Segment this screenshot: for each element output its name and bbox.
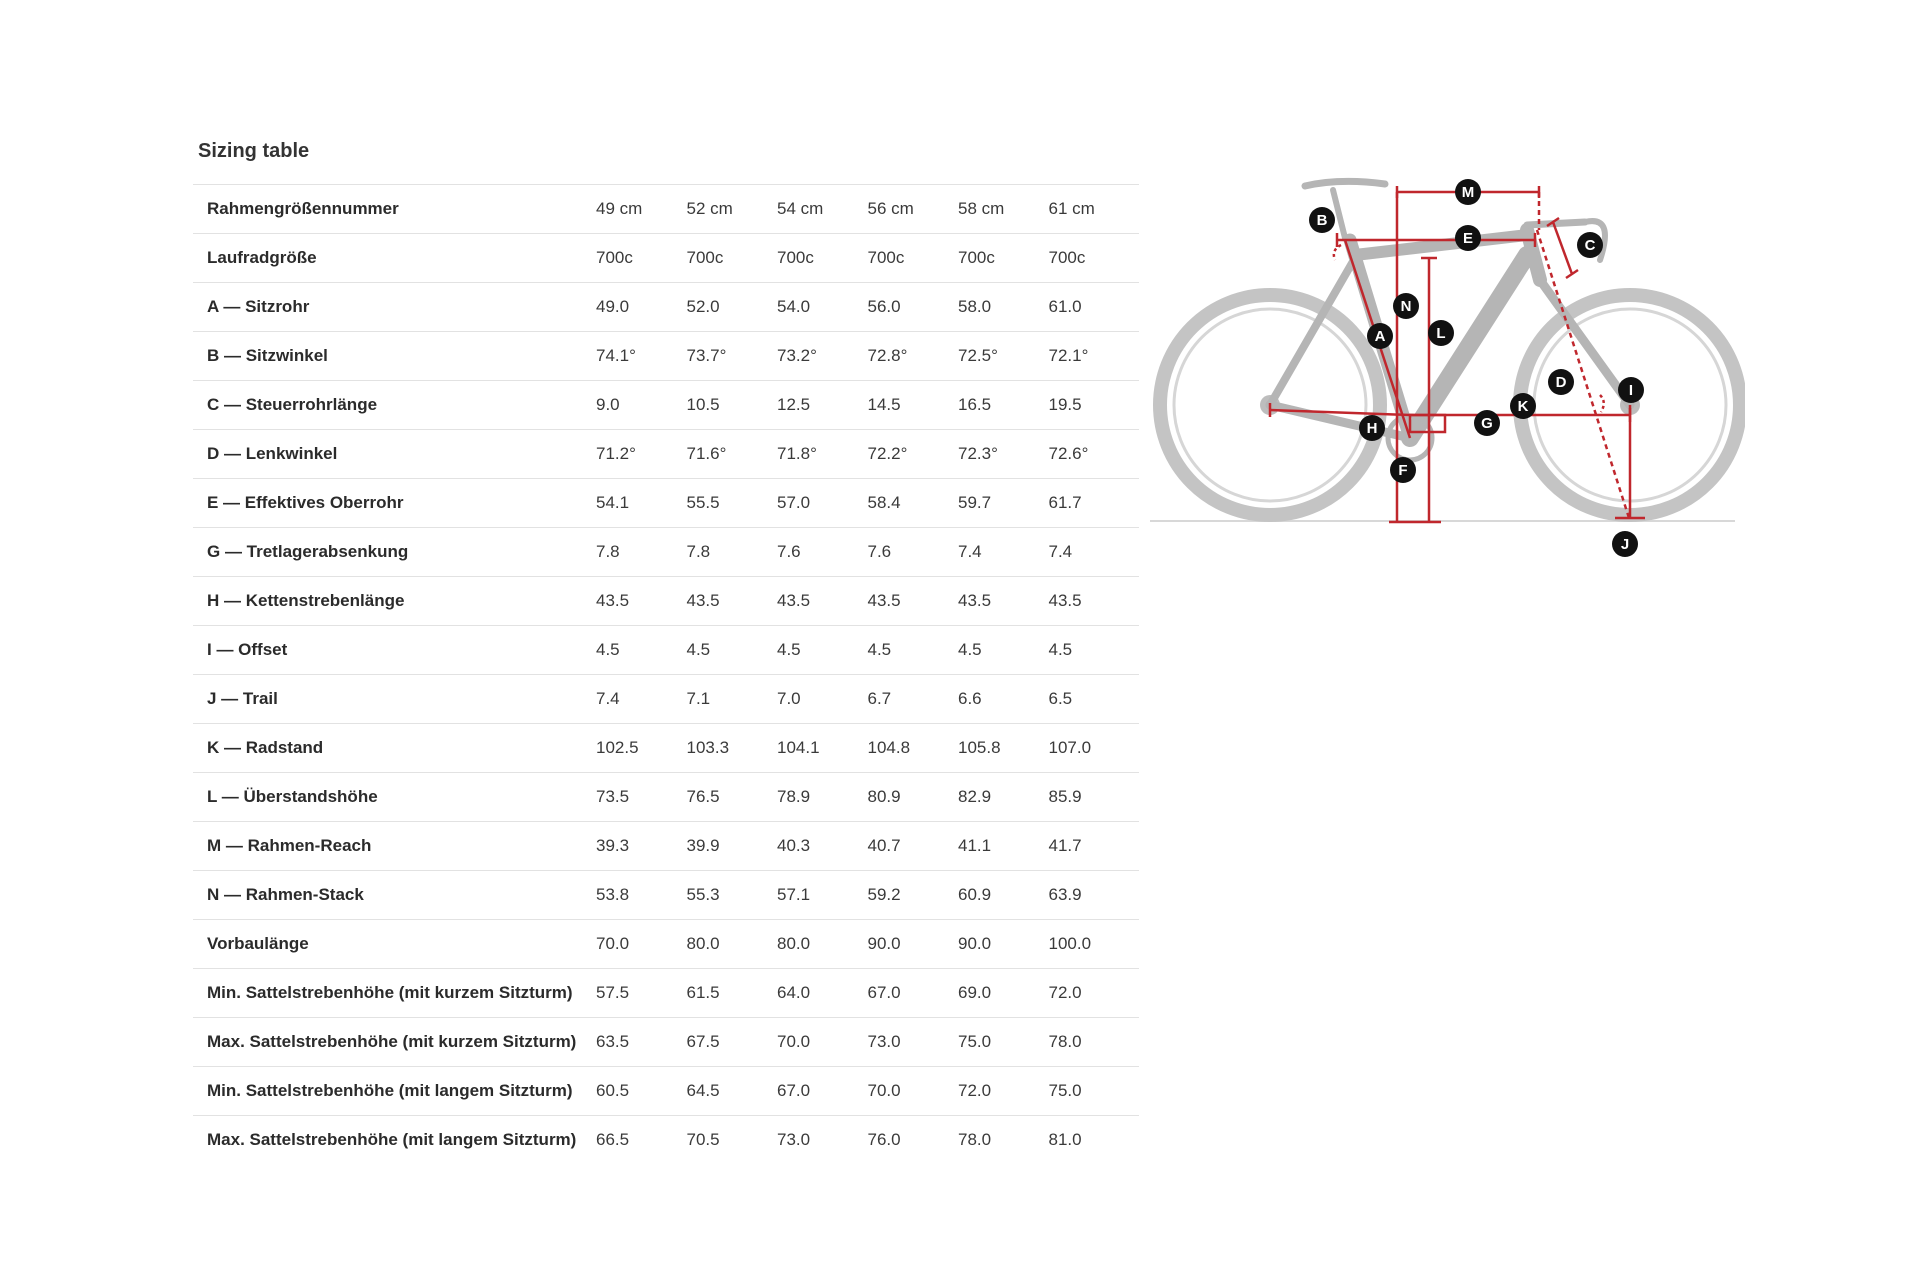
table-cell: 103.3 bbox=[686, 738, 730, 757]
table-cell: 43.5 bbox=[958, 591, 992, 610]
table-cell: 700c bbox=[686, 248, 724, 267]
table-row bbox=[193, 479, 1139, 528]
marker-e bbox=[1455, 225, 1481, 251]
table-cell: 72.1° bbox=[1048, 346, 1089, 365]
table-cell: 14.5 bbox=[867, 395, 901, 414]
table-cell: 60.9 bbox=[958, 885, 992, 904]
table-cell: 7.4 bbox=[596, 689, 620, 708]
row-label: L — Überstandshöhe bbox=[207, 787, 378, 806]
table-cell: 72.3° bbox=[958, 444, 998, 463]
table-header-row bbox=[193, 185, 1139, 234]
table-cell: 71.8° bbox=[777, 444, 817, 463]
table-cell: 90.0 bbox=[867, 934, 901, 953]
size-header: 52 cm bbox=[686, 199, 733, 218]
row-label: D — Lenkwinkel bbox=[207, 444, 338, 463]
table-cell: 64.5 bbox=[686, 1081, 720, 1100]
bike-geometry-diagram bbox=[1145, 170, 1745, 570]
size-header: 54 cm bbox=[777, 199, 824, 218]
table-cell: 80.9 bbox=[867, 787, 901, 806]
row-label: B — Sitzwinkel bbox=[207, 346, 328, 365]
table-cell: 7.0 bbox=[777, 689, 801, 708]
table-cell: 63.5 bbox=[596, 1032, 630, 1051]
table-cell: 61.5 bbox=[686, 983, 720, 1002]
row-label: J — Trail bbox=[207, 689, 278, 708]
sizing-table bbox=[193, 184, 1139, 1165]
table-cell: 40.3 bbox=[777, 836, 811, 855]
marker-i bbox=[1618, 377, 1644, 403]
marker-k bbox=[1510, 393, 1536, 419]
table-cell: 60.5 bbox=[596, 1081, 630, 1100]
table-cell: 70.0 bbox=[777, 1032, 811, 1051]
table-cell: 4.5 bbox=[958, 640, 982, 659]
svg-text:G: G bbox=[1481, 415, 1493, 432]
marker-m bbox=[1455, 179, 1481, 205]
table-cell: 7.8 bbox=[596, 542, 620, 561]
table-cell: 72.6° bbox=[1048, 444, 1089, 463]
table-cell: 4.5 bbox=[777, 640, 801, 659]
table-cell: 43.5 bbox=[777, 591, 811, 610]
table-row bbox=[193, 773, 1139, 822]
table-cell: 57.5 bbox=[596, 983, 630, 1002]
table-cell: 59.7 bbox=[958, 493, 992, 512]
svg-text:B: B bbox=[1316, 212, 1328, 229]
table-cell: 82.9 bbox=[958, 787, 992, 806]
table-cell: 64.0 bbox=[777, 983, 811, 1002]
svg-text:D: D bbox=[1555, 374, 1567, 391]
table-cell: 107.0 bbox=[1048, 738, 1092, 757]
svg-text:K: K bbox=[1517, 398, 1529, 415]
table-cell: 70.0 bbox=[867, 1081, 901, 1100]
row-label: M — Rahmen-Reach bbox=[207, 836, 372, 855]
table-cell: 80.0 bbox=[686, 934, 720, 953]
table-cell: 55.5 bbox=[686, 493, 720, 512]
table-cell: 19.5 bbox=[1048, 395, 1082, 414]
table-cell: 57.1 bbox=[777, 885, 811, 904]
row-label: Min. Sattelstrebenhöhe (mit langem Sitzturm) bbox=[207, 1081, 573, 1100]
row-label: G — Tretlagerabsenkung bbox=[207, 542, 409, 561]
table-cell: 75.0 bbox=[958, 1032, 992, 1051]
table-row bbox=[193, 577, 1139, 626]
table-cell: 700c bbox=[958, 248, 995, 267]
table-cell: 700c bbox=[777, 248, 814, 267]
table-cell: 53.8 bbox=[596, 885, 630, 904]
table-cell: 59.2 bbox=[867, 885, 901, 904]
table-cell: 6.7 bbox=[867, 689, 892, 708]
table-cell: 54.0 bbox=[777, 297, 811, 316]
table-cell: 4.5 bbox=[596, 640, 620, 659]
table-cell: 39.3 bbox=[596, 836, 630, 855]
table-cell: 78.0 bbox=[1048, 1032, 1082, 1051]
table-row bbox=[193, 430, 1139, 479]
marker-b bbox=[1309, 207, 1335, 233]
table-cell: 58.0 bbox=[958, 297, 992, 316]
table-cell: 43.5 bbox=[686, 591, 720, 610]
table-row bbox=[193, 1067, 1139, 1116]
table-cell: 700c bbox=[867, 248, 905, 267]
table-cell: 78.0 bbox=[958, 1130, 992, 1150]
table-cell: 6.6 bbox=[958, 689, 982, 708]
table-cell: 63.9 bbox=[1048, 885, 1082, 904]
header-label: Rahmengrößennummer bbox=[207, 199, 399, 218]
table-cell: 7.6 bbox=[777, 542, 801, 561]
table-cell: 41.1 bbox=[958, 836, 992, 855]
svg-text:M: M bbox=[1461, 184, 1475, 201]
table-cell: 43.5 bbox=[1048, 591, 1082, 610]
table-cell: 57.0 bbox=[777, 493, 811, 512]
table-cell: 102.5 bbox=[596, 738, 639, 757]
table-row bbox=[193, 381, 1139, 430]
table-cell: 74.1° bbox=[596, 346, 636, 365]
table-cell: 16.5 bbox=[958, 395, 992, 414]
table-cell: 7.4 bbox=[958, 542, 982, 561]
svg-text:F: F bbox=[1398, 462, 1408, 479]
row-label: Laufradgröße bbox=[207, 248, 317, 267]
table-cell: 72.0 bbox=[1048, 983, 1082, 1002]
svg-text:C: C bbox=[1584, 237, 1596, 254]
row-label: A — Sitzrohr bbox=[207, 297, 310, 316]
marker-l bbox=[1428, 320, 1454, 346]
table-cell: 700c bbox=[1048, 248, 1086, 267]
table-row bbox=[193, 283, 1139, 332]
size-header: 58 cm bbox=[958, 199, 1005, 218]
row-label: Vorbaulänge bbox=[207, 934, 309, 953]
table-cell: 9.0 bbox=[596, 395, 620, 414]
size-header: 49 cm bbox=[596, 199, 643, 218]
table-cell: 73.0 bbox=[867, 1032, 901, 1051]
table-cell: 56.0 bbox=[867, 297, 901, 316]
table-row bbox=[193, 528, 1139, 577]
row-label: H — Kettenstrebenlänge bbox=[207, 591, 405, 610]
row-label: Max. Sattelstrebenhöhe (mit kurzem Sitzturm) bbox=[207, 1032, 577, 1051]
table-row bbox=[193, 1018, 1139, 1067]
table-cell: 72.5° bbox=[958, 346, 998, 365]
table-cell: 7.4 bbox=[1048, 542, 1073, 561]
svg-text:H: H bbox=[1366, 420, 1378, 437]
svg-text:A: A bbox=[1374, 328, 1386, 345]
row-label: K — Radstand bbox=[207, 738, 324, 757]
table-cell: 67.0 bbox=[777, 1081, 811, 1100]
table-cell: 70.5 bbox=[686, 1130, 720, 1150]
table-cell: 61.0 bbox=[1048, 297, 1082, 316]
table-cell: 76.0 bbox=[867, 1130, 901, 1150]
marker-h bbox=[1359, 415, 1385, 441]
table-cell: 104.1 bbox=[777, 738, 820, 757]
table-cell: 4.5 bbox=[1048, 640, 1073, 659]
table-cell: 104.8 bbox=[867, 738, 911, 757]
table-cell: 52.0 bbox=[686, 297, 720, 316]
row-label: I — Offset bbox=[207, 640, 288, 659]
table-cell: 78.9 bbox=[777, 787, 811, 806]
table-cell: 70.0 bbox=[596, 934, 630, 953]
svg-text:E: E bbox=[1462, 230, 1474, 247]
row-label: E — Effektives Oberrohr bbox=[207, 493, 404, 512]
table-cell: 41.7 bbox=[1048, 836, 1082, 855]
table-cell: 40.7 bbox=[867, 836, 901, 855]
table-cell: 71.6° bbox=[686, 444, 727, 463]
table-cell: 100.0 bbox=[1048, 934, 1092, 953]
table-cell: 4.5 bbox=[867, 640, 892, 659]
table-row bbox=[193, 332, 1139, 381]
marker-n bbox=[1393, 293, 1419, 319]
table-cell: 43.5 bbox=[867, 591, 901, 610]
size-header: 61 cm bbox=[1048, 199, 1095, 218]
table-cell: 69.0 bbox=[958, 983, 992, 1002]
table-cell: 61.7 bbox=[1048, 493, 1082, 512]
table-cell: 10.5 bbox=[686, 395, 720, 414]
table-cell: 105.8 bbox=[958, 738, 1001, 757]
table-cell: 39.9 bbox=[686, 836, 720, 855]
table-cell: 43.5 bbox=[596, 591, 630, 610]
table-row bbox=[193, 675, 1139, 724]
page-title: Sizing table bbox=[198, 140, 310, 162]
table-cell: 73.2° bbox=[777, 346, 817, 365]
svg-text:I: I bbox=[1628, 382, 1634, 399]
table-cell: 7.1 bbox=[686, 689, 711, 708]
table-row bbox=[193, 234, 1139, 283]
table-cell: 6.5 bbox=[1048, 689, 1073, 708]
table-row bbox=[193, 1116, 1139, 1165]
table-cell: 73.5 bbox=[596, 787, 630, 806]
marker-c bbox=[1577, 232, 1603, 258]
table-cell: 54.1 bbox=[596, 493, 630, 512]
table-cell: 72.2° bbox=[867, 444, 908, 463]
table-cell: 55.3 bbox=[686, 885, 720, 904]
table-row bbox=[193, 626, 1139, 675]
table-cell: 67.0 bbox=[867, 983, 901, 1002]
table-row bbox=[193, 969, 1139, 1018]
row-label: N — Rahmen-Stack bbox=[207, 885, 364, 904]
table-cell: 75.0 bbox=[1048, 1081, 1082, 1100]
sizing-table-body bbox=[193, 185, 1139, 1165]
row-label: C — Steuerrohrlänge bbox=[207, 395, 378, 414]
table-cell: 4.5 bbox=[686, 640, 711, 659]
svg-text:J: J bbox=[1620, 536, 1630, 553]
table-row bbox=[193, 871, 1139, 920]
size-header: 56 cm bbox=[867, 199, 914, 218]
table-cell: 7.8 bbox=[686, 542, 711, 561]
table-cell: 85.9 bbox=[1048, 787, 1082, 806]
marker-f bbox=[1390, 457, 1416, 483]
row-label: Min. Sattelstrebenhöhe (mit kurzem Sitzturm) bbox=[207, 983, 573, 1002]
marker-a bbox=[1367, 323, 1393, 349]
table-row bbox=[193, 920, 1139, 969]
table-cell: 81.0 bbox=[1048, 1130, 1082, 1150]
table-cell: 700c bbox=[596, 248, 633, 267]
table-cell: 90.0 bbox=[958, 934, 992, 953]
table-cell: 71.2° bbox=[596, 444, 636, 463]
table-cell: 72.0 bbox=[958, 1081, 992, 1100]
table-cell: 12.5 bbox=[777, 395, 811, 414]
table-row bbox=[193, 724, 1139, 773]
marker-g bbox=[1474, 410, 1500, 436]
table-cell: 66.5 bbox=[596, 1130, 630, 1150]
marker-d bbox=[1548, 369, 1574, 395]
table-cell: 72.8° bbox=[867, 346, 908, 365]
row-label: Max. Sattelstrebenhöhe (mit langem Sitzturm) bbox=[207, 1130, 577, 1150]
table-cell: 49.0 bbox=[596, 297, 630, 316]
svg-text:N: N bbox=[1400, 298, 1412, 315]
table-cell: 7.6 bbox=[867, 542, 892, 561]
marker-j bbox=[1612, 531, 1638, 557]
table-cell: 73.0 bbox=[777, 1130, 811, 1150]
svg-text:L: L bbox=[1436, 325, 1446, 342]
table-cell: 80.0 bbox=[777, 934, 811, 953]
bike-geometry-svg bbox=[1145, 170, 1745, 570]
table-cell: 76.5 bbox=[686, 787, 720, 806]
table-cell: 67.5 bbox=[686, 1032, 720, 1051]
table-cell: 58.4 bbox=[867, 493, 901, 512]
table-cell: 73.7° bbox=[686, 346, 727, 365]
table-row bbox=[193, 822, 1139, 871]
